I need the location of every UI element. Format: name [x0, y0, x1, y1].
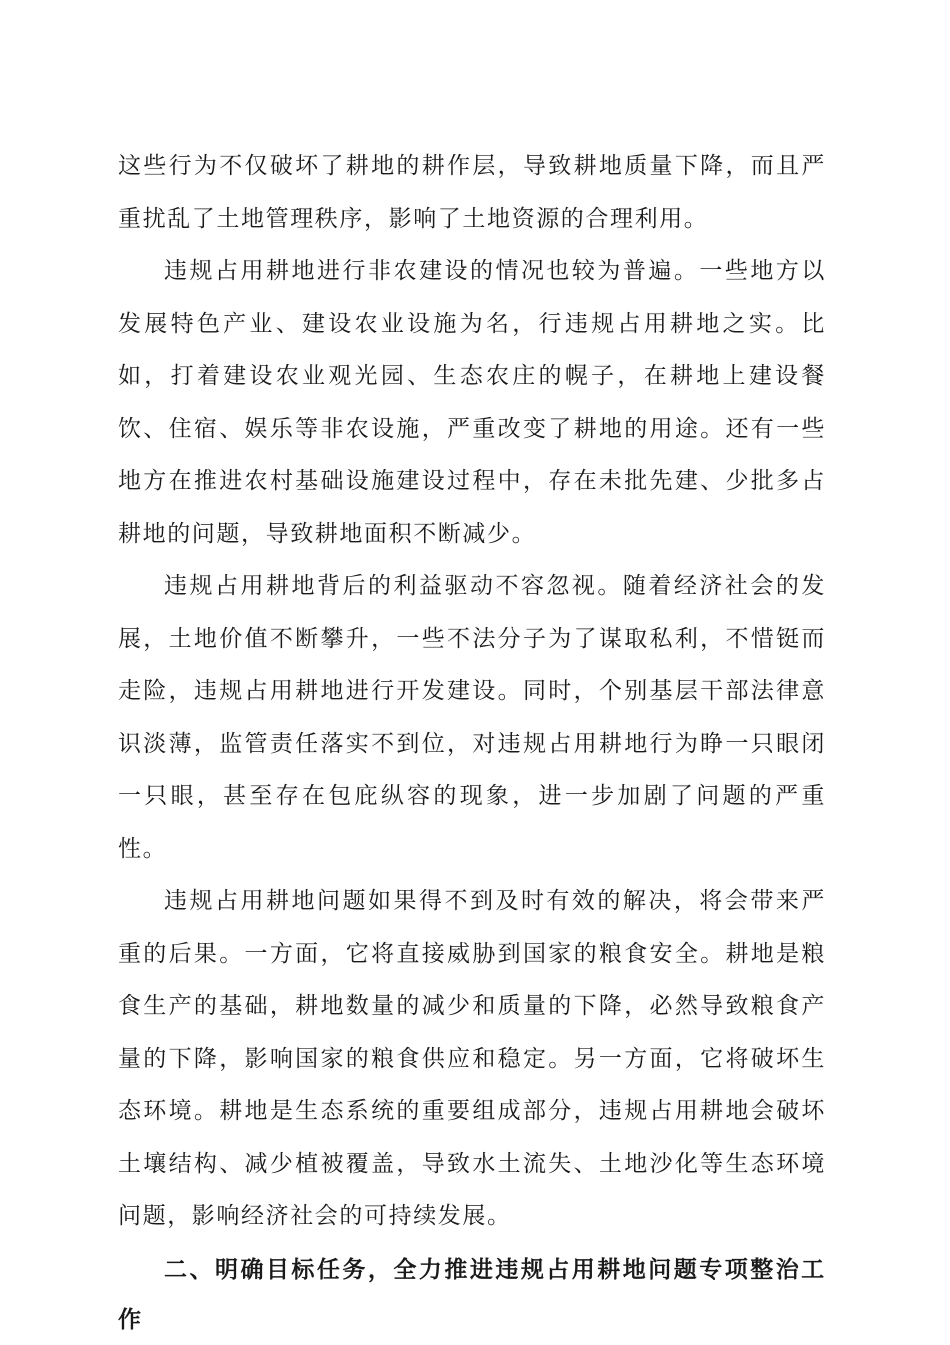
paragraph-4: 违规占用耕地问题如果得不到及时有效的解决，将会带来严重的后果。一方面，它将直接威胁到国家的粮食安全。耕地是粮食生产的基础，耕地数量的减少和质量的下降，必然导致粮食产量的下降，影响国家的粮食供应和稳定。另一方面，它将破坏生态环境。耕地是生态系统的重要组成部分，违规占用耕地会破坏土壤结构、减少植被覆盖，导致水土流失、土地沙化等生态环境问题，影响经济社会的可持续发展。 [118, 888, 826, 1229]
document-page [118, 140, 826, 1345]
paragraph-1: 这些行为不仅破坏了耕地的耕作层，导致耕地质量下降，而且严重扰乱了土地管理秩序，影响了土地资源的合理利用。 [118, 153, 826, 232]
paragraph-2: 违规占用耕地进行非农建设的情况也较为普遍。一些地方以发展特色产业、建设农业设施为名，行违规占用耕地之实。比如，打着建设农业观光园、生态农庄的幌子，在耕地上建设餐饮、住宿、娱乐等非农设施，严重改变了耕地的用途。还有一些地方在推进农村基础设施建设过程中，存在未批先建、少批多占耕地的问题，导致耕地面积不断减少。 [118, 258, 826, 547]
paragraph-3: 违规占用耕地背后的利益驱动不容忽视。随着经济社会的发展，土地价值不断攀升，一些不法分子为了谋取私利，不惜铤而走险，违规占用耕地进行开发建设。同时，个别基层干部法律意识淡薄，监管责任落实不到位，对违规占用耕地行为睁一只眼闭一只眼，甚至存在包庇纵容的现象，进一步加剧了问题的严重性。 [118, 573, 826, 862]
section-heading: 二、明确目标任务，全力推进违规占用耕地问题专项整治工作 [118, 1256, 826, 1333]
